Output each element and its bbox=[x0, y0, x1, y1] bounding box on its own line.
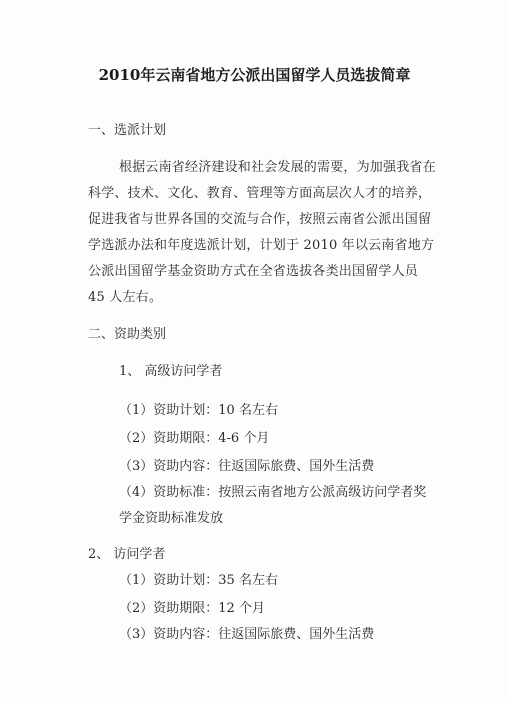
subsection-heading-senior-visiting-scholar: 1、 高级访问学者 bbox=[119, 364, 223, 379]
list-item: （1）资助计划：35 名左右 bbox=[119, 573, 278, 588]
list-item: （1）资助计划：10 名左右 bbox=[119, 403, 278, 418]
subsection-heading-visiting-scholar: 2、 访问学者 bbox=[88, 547, 166, 562]
list-item-continuation: 学金资助标准发放 bbox=[119, 511, 224, 526]
list-item: （3）资助内容：往返国际旅费、国外生活费 bbox=[119, 627, 375, 642]
paragraph-line: 根据云南省经济建设和社会发展的需要，为加强我省在 bbox=[119, 160, 436, 175]
list-item: （2）资助期限：4-6 个月 bbox=[119, 431, 270, 446]
paragraph-line: 促进我省与世界各国的交流与合作，按照云南省公派出国留 bbox=[88, 212, 432, 227]
document-title: 2010年云南省地方公派出国留学人员选拔简章 bbox=[98, 66, 411, 84]
paragraph-line: 45 人左右。 bbox=[88, 290, 163, 305]
list-item: （4）资助标准：按照云南省地方公派高级访问学者奖 bbox=[119, 485, 427, 500]
list-item: （2）资助期限：12 个月 bbox=[119, 601, 265, 616]
section-heading-plan: 一、选派计划 bbox=[88, 123, 167, 138]
list-item: （3）资助内容：往返国际旅费、国外生活费 bbox=[119, 459, 375, 474]
section-heading-categories: 二、资助类别 bbox=[88, 327, 167, 342]
paragraph-line: 公派出国留学基金资助方式在全省选拔各类出国留学人员 bbox=[88, 264, 419, 279]
paragraph-line: 学选派办法和年度选派计划，计划于 2010 年以云南省地方 bbox=[88, 238, 435, 253]
paragraph-line: 科学、技术、文化、教育、管理等方面高层次人才的培养， bbox=[88, 186, 432, 201]
